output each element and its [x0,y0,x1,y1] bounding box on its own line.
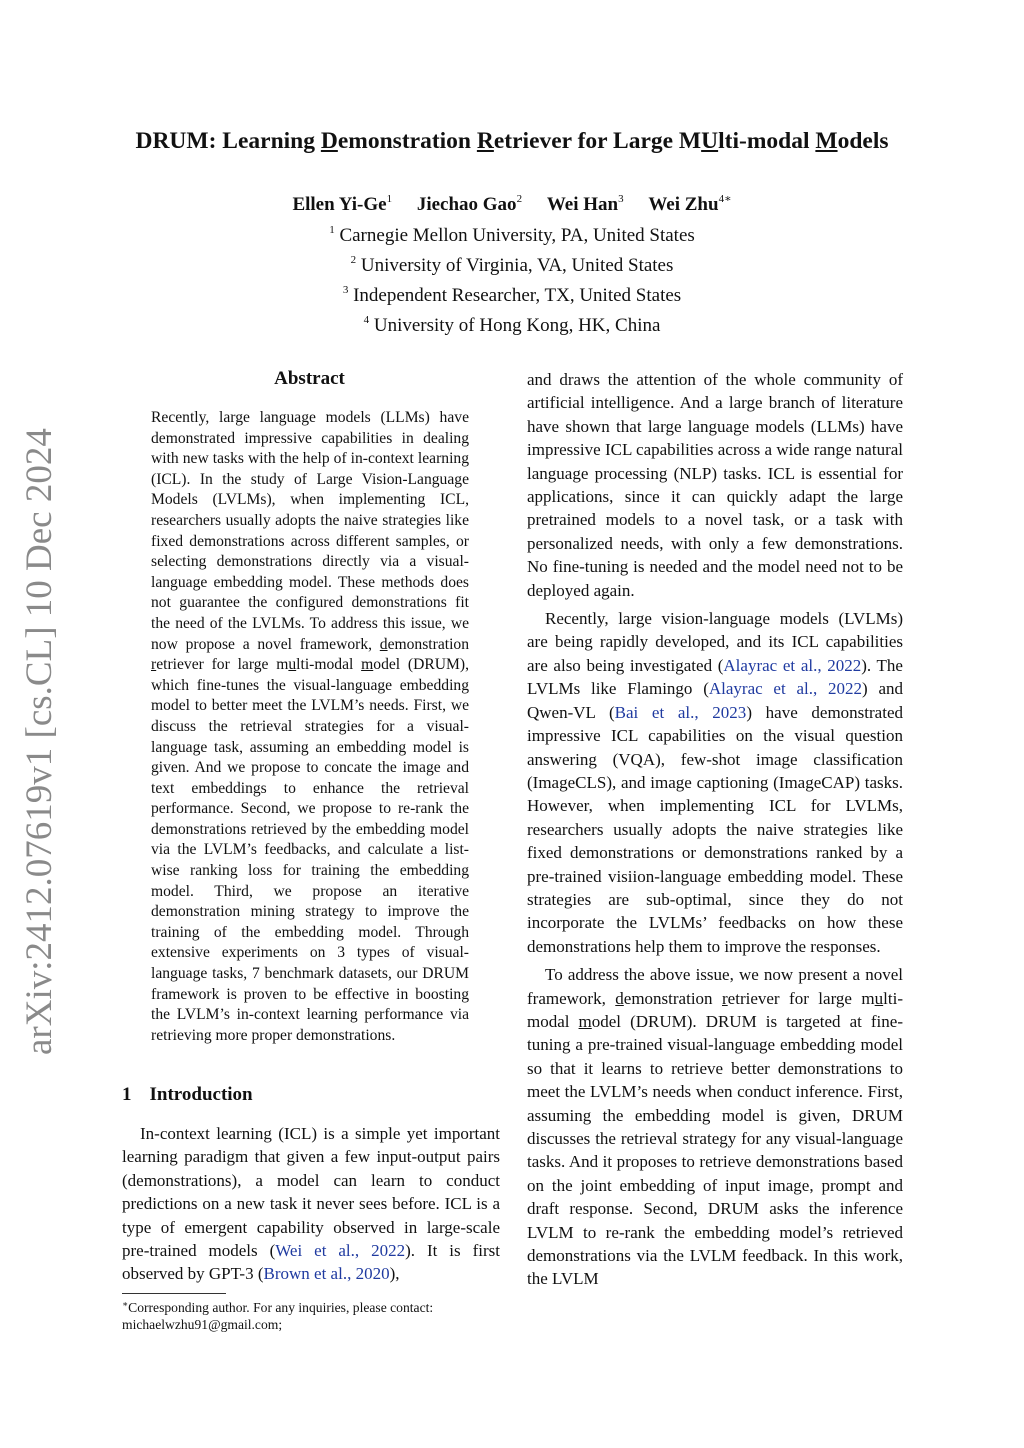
abstract-underlined-letter: u [288,656,297,674]
title-underlined-letter: D [320,128,338,154]
section-title: Introduction [149,1084,253,1105]
arxiv-identifier: arXiv:2412.07619v1 [cs.CL] 10 Dec 2024 [19,428,60,1055]
paragraph-text: ) have demonstrated impressive ICL capabilities on the visual question answering (VQA), few-shot image classification (ImageCLS), and image captioning (ImageCAP) tasks. However, when implementing ICL for LVLMs, researchers usually adopts the naive strategies like fixed demonstrations or demonstrations ranked by a pre-trained visiion-language embedding model. These strategies are sub-optimal, since they do not incorporate the LVLMs’ feedbacks on how these demonstrations help them to improve the responses. [527,702,903,956]
author-name: Wei Zhu [648,194,719,215]
affiliation-text: Carnegie Mellon University, PA, United States [334,225,695,246]
underlined-letter: r [722,988,728,1008]
abstract-underlined-letter: d [379,635,388,653]
footnote [122,1296,500,1333]
paragraph: and draws the attention of the whole community of artificial intelligence. And a large branch of literature have shown that large language models (LLMs) have impressive ICL capabilities across a wide range natural language processing (NLP) tasks. ICL is essential for applications, since it can quickly adapt the large pretrained models to a novel task, or a task with personalized needs, with only a few demonstrations. No fine-tuning is needed and the model need not to be deployed again. [527,370,903,600]
affiliation-mark: 1 [329,224,335,236]
affiliation-text: University of Hong Kong, HK, China [369,315,661,336]
paragraph-text: ), [389,1264,400,1284]
author-list [0,192,1024,216]
abstract-text: etriever for large m [156,656,289,674]
affiliation-text: Independent Researcher, TX, United States [348,285,682,306]
title-underlined-letter: U [701,128,719,154]
section-number: 1 [122,1084,132,1105]
abstract-text: lti-modal [296,656,362,674]
author-affil-mark: 4∗ [718,193,732,205]
right-column [527,368,903,1296]
section-heading-introduction [122,1084,253,1106]
paragraph-text: ). It is first observed by GPT-3 ( [122,1241,500,1284]
author [292,194,392,215]
paragraph-text: lti-modal [527,988,903,1031]
underlined-letter: m [578,1011,592,1031]
citation-link[interactable]: Bai et al., 2023 [614,702,747,722]
paper-title [0,128,1024,155]
affiliation-mark: 2 [350,254,357,266]
paragraph-text: ). The LVLMs like Flamingo ( [527,655,903,699]
underlined-letter: d [615,988,624,1008]
abstract-heading: Abstract [274,368,345,389]
abstract-body [151,408,469,1046]
abstract-underlined-letter: m [361,656,374,674]
title-part: lti-modal [718,128,816,154]
abstract-text: emonstration [387,635,469,653]
author-affil-mark: 2 [516,193,523,205]
title-part: DRUM: Learning [135,128,321,154]
paragraph [122,1122,500,1286]
paragraph-text: In-context learning (ICL) is a simple yet important learning paradigm that given a few input-output pairs (demonstrations), a model can learn to conduct predictions on a new task it never sees before. ICL is a type of emergent capability observed in large-scale pre-trained models ( [122,1124,500,1261]
author [648,194,731,215]
citation-link[interactable]: Alayrac et al., 2022 [708,679,863,699]
author-affil-mark: 3 [618,193,624,205]
title-part: emonstration [337,128,477,154]
citation-link[interactable]: Alayrac et al., 2022 [723,655,862,675]
paragraph [527,963,903,1291]
author-name: Ellen Yi-Ge [292,194,387,215]
introduction-body [122,1122,500,1286]
affiliation [0,248,1024,278]
title-part: odels [837,128,889,154]
citation-link[interactable]: Wei et al., 2022 [275,1241,406,1261]
affiliation-text: University of Virginia, VA, United States [356,255,674,276]
author-affil-mark: 1 [386,193,393,205]
author-name: Wei Han [546,194,619,215]
abstract-text: odel (DRUM), which fine-tunes the visual-language embedding model to better meet the LVLM’s needs. First, we discuss the retrieval strategies for a visual-language task, assuming an embedding model is given. And we propose to concate the image and text embeddings to enhance the retrieval performance. Second, we propose to re-rank the demonstrations retrieved by the embedding model via the LVLM’s feedbacks, and calculate a list-wise ranking loss for training the embedding model. Third, we propose an iterative demonstration mining strategy to improve the training of the embedding model. Through extensive experiments on 3 types of visual-language tasks, 7 benchmark datasets, our DRUM framework is proven to be effective in boosting the LVLM’s in-context learning performance via retrieving more proper demonstrations. [151,656,469,1044]
paragraph-text: ) and Qwen-VL ( [527,679,903,722]
abstract-underlined-letter: r [151,656,157,674]
footnote-mark: ∗ [122,1299,129,1309]
affiliation-mark: 4 [363,314,370,326]
author [547,194,624,215]
paragraph [527,607,903,958]
paragraph-text: Recently, large vision-language models (LVLMs) are being rapidly developed, and its ICL capabilities are also being investigated ( [527,609,903,675]
affiliation-mark: 3 [342,284,349,296]
footnote-text: Corresponding author. For any inquiries, please contact: michaelwzhu91@gmail.com; [122,1300,434,1332]
author [417,194,522,215]
affiliation-list [0,218,1024,338]
affiliation [0,308,1024,338]
title-part: etriever for Large M [493,128,702,154]
paragraph-text: etriever for large m [727,988,875,1008]
citation-link[interactable]: Brown et al., 2020 [263,1264,390,1284]
paragraph-text: odel (DRUM). DRUM is targeted at fine-tuning a pre-trained visual-language embedding model so that it learns to retrieve better demonstrations to meet the LVLM’s needs when conduct inference. First, assuming the embedding model is given, DRUM discusses the retrieval strategy for any visual-language tasks. And it proposes to retrieve demonstrations based on the joint embedding of input image, prompt and draft response. Second, DRUM asks the inference LVLM to re-rank the embedding model’s retrieved demonstrations via the LVLM feedback. In this work, the LVLM [527,1011,903,1289]
paragraph-text: emonstration [623,988,722,1008]
author-name: Jiechao Gao [416,194,517,215]
paragraph-text: To address the above issue, we now present a novel framework, [527,965,903,1008]
abstract-text: Recently, large language models (LLMs) have demonstrated impressive capabilities in dealing with new tasks with the help of in-context learning (ICL). In the study of Large Vision-Language Models (LVLMs), when implementing ICL, researchers usually adopts the naive strategies like fixed demonstrations across different samples, or selecting demonstrations directly via a visual-language embedding model. These methods does not guarantee the configured demonstrations fit the need of the LVLMs. To address this issue, we now propose a novel framework, [151,409,469,653]
affiliation [0,218,1024,248]
footnote-rule [122,1293,226,1294]
title-underlined-letter: M [815,128,838,154]
underlined-letter: u [874,988,884,1008]
affiliation [0,278,1024,308]
title-underlined-letter: R [476,128,494,154]
